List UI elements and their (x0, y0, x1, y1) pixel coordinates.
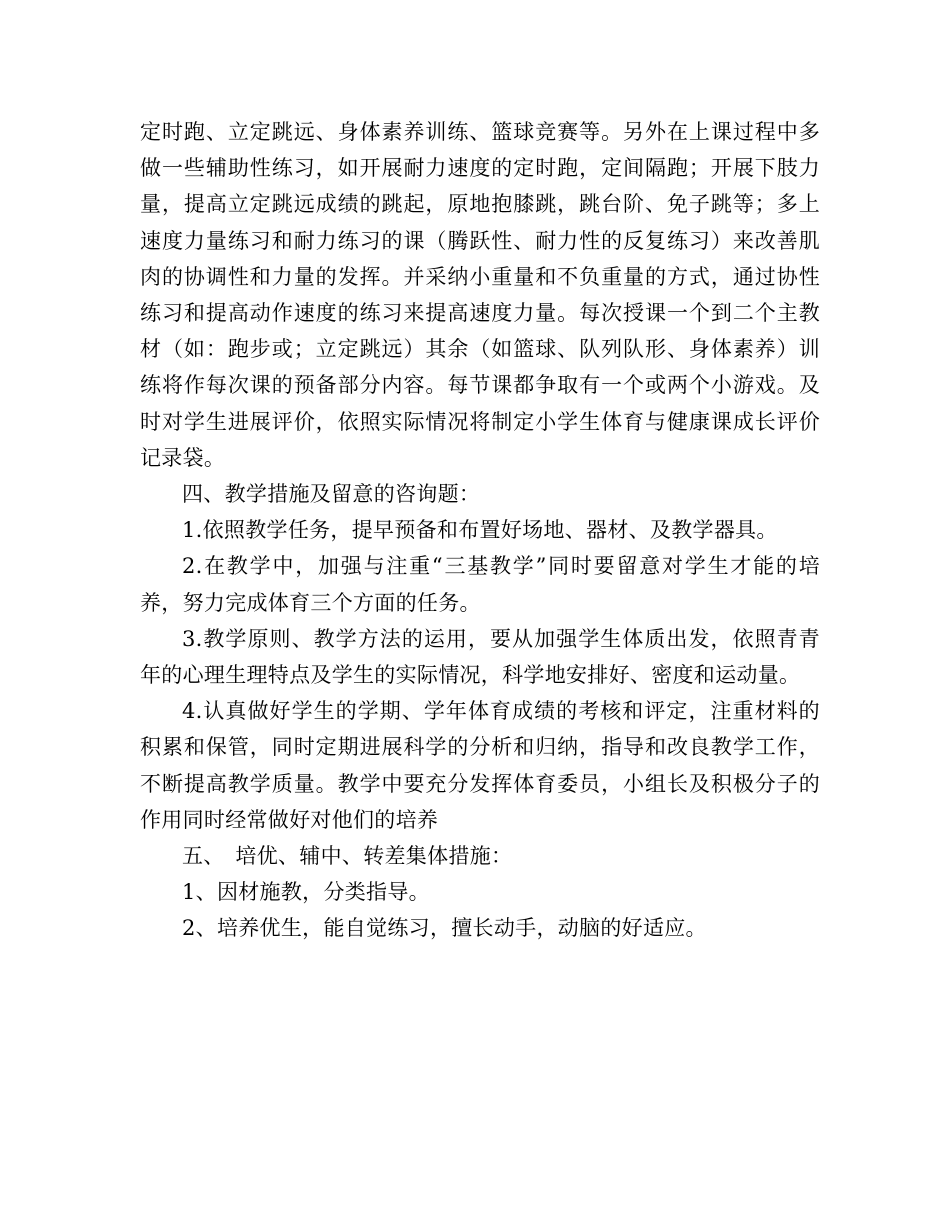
section-5-heading: 五、 培优、辅中、转差集体措施： (182, 844, 513, 869)
list-item-5-1: 1、因材施教，分类指导。 (182, 880, 430, 905)
list-item-5-2: 2、培养优生，能自觉练习，擅长动手，动脑的好适应。 (182, 916, 707, 941)
list-item-4-3: 3.教学原则、教学方法的运用，要从加强学生体质出发，依照青青年的心理生理特点及学生的实际情况，科学地安排好、密度和运动量。 (140, 626, 820, 688)
section-4-heading: 四、教学措施及留意的咨询题： (182, 482, 481, 507)
list-item-4-4: 4.认真做好学生的学期、学年体育成绩的考核和评定，注重材料的积累和保管，同时定期进展科学的分析和归纳，指导和改良教学工作，不断提高教学质量。教学中要充分发挥体育委员，小组长及积极分子的作用同时经常做好对他们的培养 (140, 699, 820, 832)
list-item-4-2: 2.在教学中，加强与注重“三基教学”同时要留意对学生才能的培养，努力完成体育三个方面的任务。 (140, 554, 820, 615)
list-item-4-1: 1.依照教学任务，提早预备和布置好场地、器材、及教学器具。 (182, 518, 778, 543)
document-body (140, 114, 820, 947)
paragraph-continuation: 定时跑、立定跳远、身体素养训练、篮球竞赛等。另外在上课过程中多做一些辅助性练习，如开展耐力速度的定时跑，定间隔跑；开展下肢力量，提高立定跳远成绩的跳起，原地抱膝跳，跳台阶、免子跳等；多上速度力量练习和耐力练习的课（腾跃性、耐力性的反复练习）来改善肌肉的协调性和力量的发挥。并采纳小重量和不负重量的方式，通过协性练习和提高动作速度的练习来提高速度力量。每次授课一个到二个主教材（如：跑步或；立定跳远）其余（如篮球、队列队形、身体素养）训练将作每次课的预备部分内容。每节课都争取有一个或两个小游戏。及时对学生进展评价，依照实际情况将制定小学生体育与健康课成长评价记录袋。 (140, 120, 820, 470)
